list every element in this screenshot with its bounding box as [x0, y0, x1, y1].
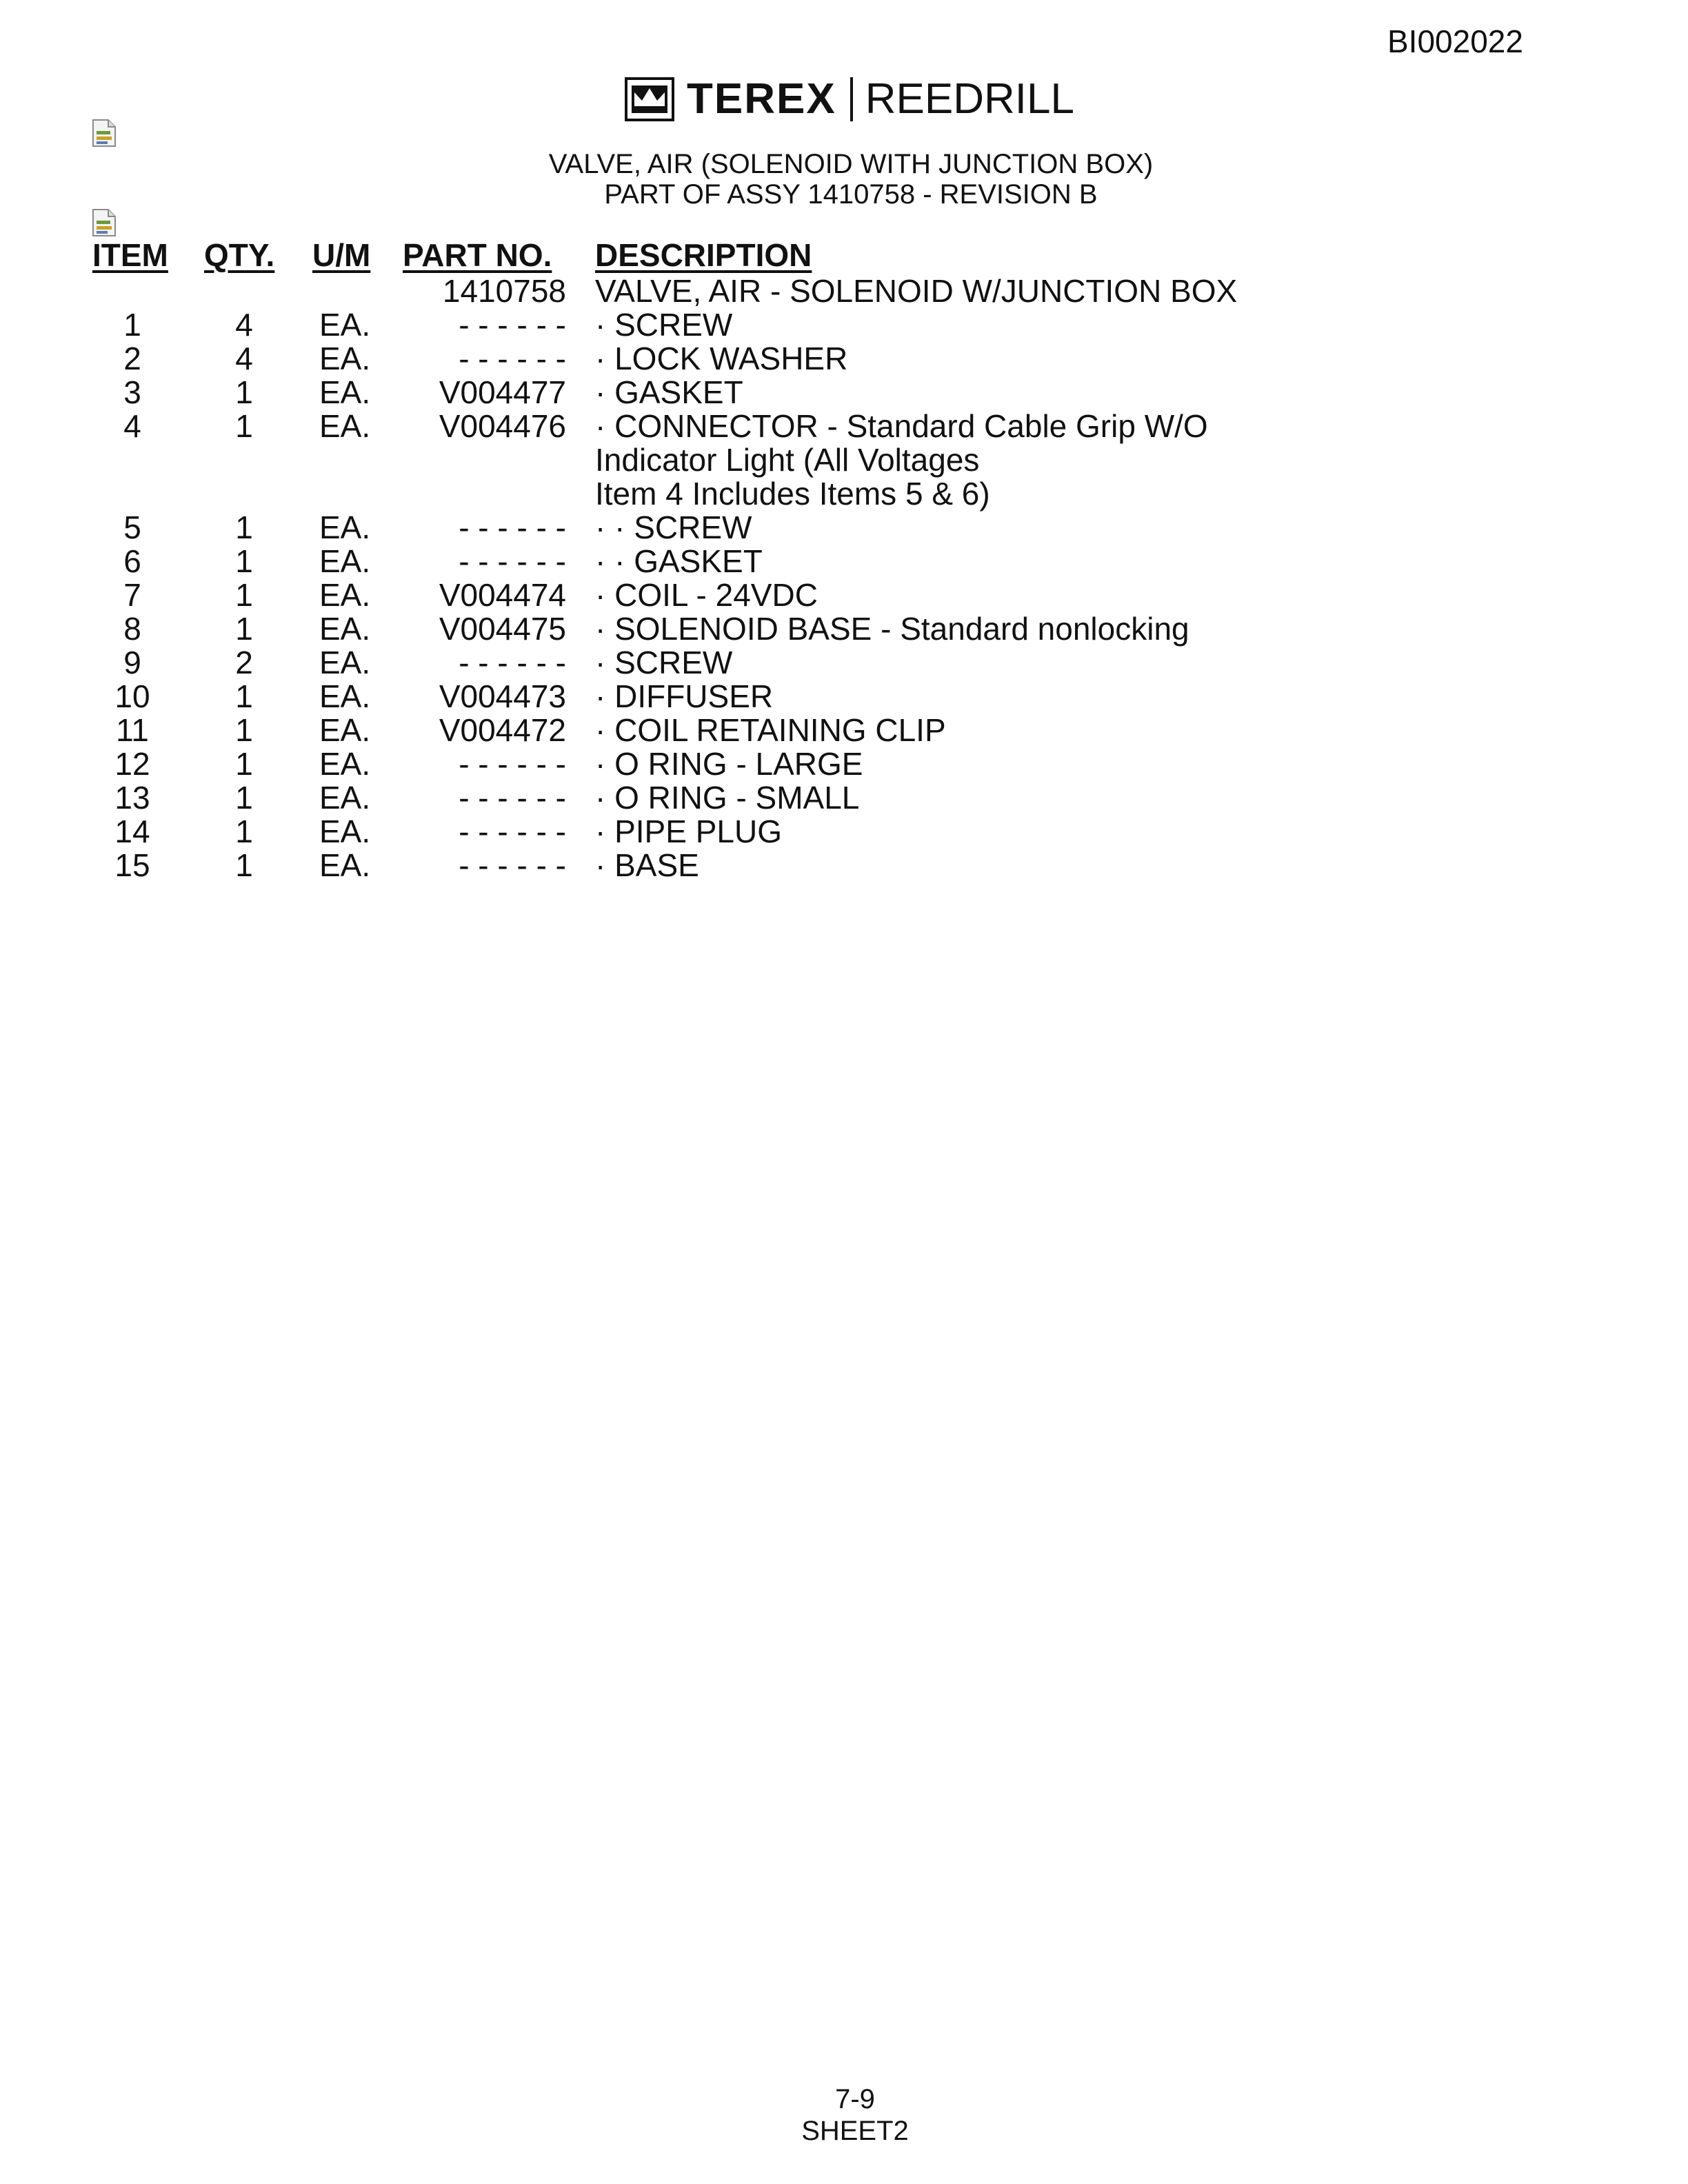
- row-qty: 1: [235, 611, 253, 647]
- logo-product-text: REEDRILL: [865, 75, 1074, 123]
- row-um: EA.: [319, 307, 371, 343]
- row-description: · COIL - 24VDC: [595, 577, 818, 613]
- row-um: EA.: [319, 543, 371, 579]
- row-um: EA.: [319, 341, 371, 376]
- document-attachment-icon[interactable]: [91, 119, 117, 148]
- column-header-um: U/M: [312, 237, 371, 273]
- row-description: · SCREW: [595, 307, 733, 343]
- row-qty: 1: [235, 847, 253, 883]
- row-qty: 1: [235, 374, 253, 410]
- row-um: EA.: [319, 408, 371, 444]
- row-item: 13: [114, 780, 150, 816]
- row-description: · BASE: [595, 847, 699, 883]
- row-part-no: V004473: [439, 678, 566, 714]
- page-number: 7-9: [835, 2084, 875, 2114]
- row-item: 6: [123, 543, 141, 579]
- page-subtitle: PART OF ASSY 1410758 - REVISION B: [604, 179, 1098, 210]
- row-um: EA.: [319, 611, 371, 647]
- row-part-no: V004476: [439, 408, 566, 444]
- row-qty: 1: [235, 780, 253, 816]
- row-um: EA.: [319, 509, 371, 545]
- row-qty: 2: [235, 645, 253, 680]
- row-part-no: - - - - - -: [459, 746, 566, 782]
- row-um: EA.: [319, 780, 371, 816]
- row-item: 1: [123, 307, 141, 343]
- row-um: EA.: [319, 678, 371, 714]
- row-part-no: V004474: [439, 577, 566, 613]
- row-description: · CONNECTOR - Standard Cable Grip W/O: [595, 408, 1208, 444]
- row-description: · SOLENOID BASE - Standard nonlocking: [595, 611, 1189, 647]
- row-part-no: - - - - - -: [459, 645, 566, 680]
- row-qty: 1: [235, 543, 253, 579]
- row-um: EA.: [319, 645, 371, 680]
- row-part-no: - - - - - -: [459, 780, 566, 816]
- terex-crown-logo-icon: [625, 77, 674, 121]
- row-qty: 1: [235, 509, 253, 545]
- row-description: · · SCREW: [595, 509, 752, 545]
- row-qty: 1: [235, 678, 253, 714]
- row-um: EA.: [319, 577, 371, 613]
- row-qty: 1: [235, 712, 253, 748]
- row-item: 11: [116, 712, 149, 748]
- row-um: EA.: [319, 712, 371, 748]
- row-part-no: - - - - - -: [459, 341, 566, 376]
- row-item: 12: [114, 746, 150, 782]
- row-description: · GASKET: [595, 374, 743, 410]
- row-part-no: - - - - - -: [459, 307, 566, 343]
- row-qty: 4: [235, 341, 253, 376]
- brand-logo: [625, 73, 1074, 125]
- row-item: 14: [114, 813, 150, 849]
- row-qty: 4: [235, 307, 253, 343]
- row-qty: 1: [235, 408, 253, 444]
- row-qty: 1: [235, 813, 253, 849]
- row-description: · SCREW: [595, 645, 733, 680]
- document-id: BI002022: [1387, 23, 1523, 59]
- assembly-description: VALVE, AIR - SOLENOID W/JUNCTION BOX: [595, 273, 1238, 309]
- row-um: EA.: [319, 813, 371, 849]
- row-part-no: V004475: [439, 611, 566, 647]
- logo-divider: [850, 77, 853, 121]
- assembly-part-no: 1410758: [442, 273, 566, 309]
- row-um: EA.: [319, 847, 371, 883]
- row-um: EA.: [319, 746, 371, 782]
- row-part-no: - - - - - -: [459, 509, 566, 545]
- row-um: EA.: [319, 374, 371, 410]
- row-note: Indicator Light (All Voltages: [595, 442, 980, 478]
- row-qty: 1: [235, 746, 253, 782]
- row-item: 2: [123, 341, 141, 376]
- row-item: 9: [123, 645, 141, 680]
- row-description: · O RING - SMALL: [595, 780, 860, 816]
- column-header-description: DESCRIPTION: [595, 237, 812, 273]
- row-part-no: V004472: [439, 712, 566, 748]
- logo-brand-text: TEREX: [687, 75, 836, 123]
- row-part-no: V004477: [439, 374, 566, 410]
- sheet-label: SHEET2: [801, 2116, 909, 2146]
- row-note: Item 4 Includes Items 5 & 6): [595, 476, 990, 512]
- row-item: 8: [123, 611, 141, 647]
- row-item: 7: [123, 577, 141, 613]
- row-item: 10: [114, 678, 150, 714]
- column-header-part-no: PART NO.: [403, 237, 552, 273]
- document-attachment-icon[interactable]: [91, 208, 117, 237]
- row-part-no: - - - - - -: [459, 813, 566, 849]
- row-item: 5: [123, 509, 141, 545]
- row-description: · · GASKET: [595, 543, 763, 579]
- row-qty: 1: [235, 577, 253, 613]
- column-header-qty: QTY.: [204, 237, 275, 273]
- page-title: VALVE, AIR (SOLENOID WITH JUNCTION BOX): [548, 149, 1154, 179]
- row-part-no: - - - - - -: [459, 847, 566, 883]
- row-description: · LOCK WASHER: [595, 341, 848, 376]
- row-description: · PIPE PLUG: [595, 813, 782, 849]
- row-item: 4: [123, 408, 141, 444]
- row-description: · O RING - LARGE: [595, 746, 863, 782]
- row-item: 15: [114, 847, 150, 883]
- row-part-no: - - - - - -: [459, 543, 566, 579]
- column-header-item: ITEM: [92, 237, 168, 273]
- row-item: 3: [123, 374, 141, 410]
- row-description: · COIL RETAINING CLIP: [595, 712, 946, 748]
- row-description: · DIFFUSER: [595, 678, 774, 714]
